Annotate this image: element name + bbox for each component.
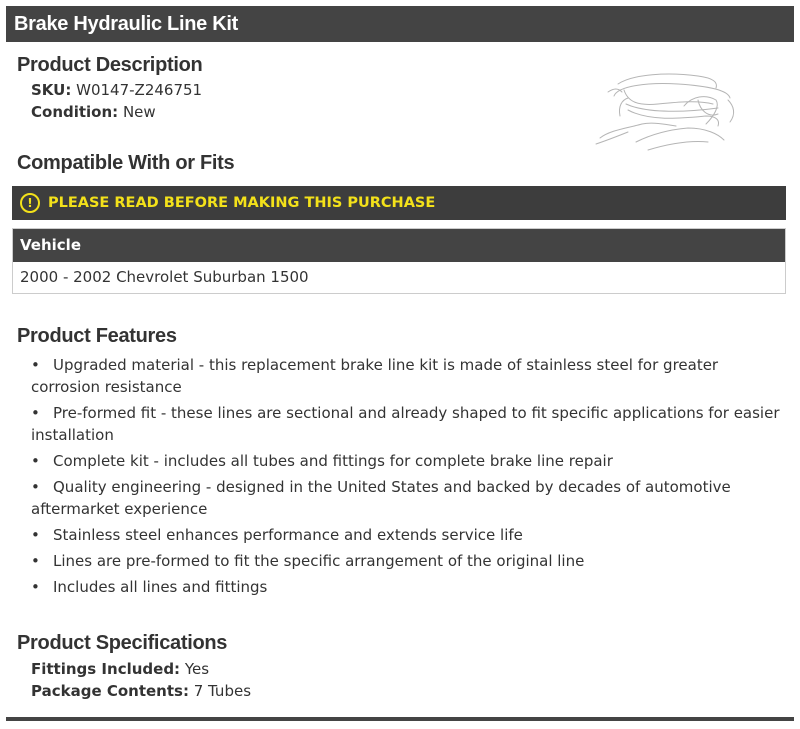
bottom-divider [6,717,794,721]
feature-item: • Lines are pre-formed to fit the specific arrangement of the original line [17,550,787,572]
purchase-notice [12,186,786,220]
fittings-value: Yes [184,660,210,678]
feature-item: • Includes all lines and fittings [17,576,787,598]
fittings-line [31,660,209,678]
vehicle-row: 2000 - 2002 Chevrolet Suburban 1500 [20,268,309,286]
sku-value: W0147-Z246751 [76,81,203,99]
warning-icon: ! [20,193,40,213]
compatibility-heading: Compatible With or Fits [17,152,235,174]
feature-item: • Quality engineering - designed in the United States and backed by decades of automotive aftermarket experience [17,476,787,520]
vehicle-table-header: Vehicle [13,229,785,262]
condition-line [31,103,156,121]
product-features-heading: Product Features [17,325,177,347]
vehicle-table [12,228,786,294]
condition-label: Condition: [31,103,119,121]
sku-line [31,81,202,99]
brake-line-kit-image [588,66,748,162]
feature-item: • Pre-formed fit - these lines are sectional and already shaped to fit specific applications for easier installation [17,402,787,446]
feature-item: • Upgraded material - this replacement brake line kit is made of stainless steel for greater corrosion resistance [17,354,787,398]
page-title: Brake Hydraulic Line Kit [6,6,794,42]
fittings-label: Fittings Included: [31,660,181,678]
contents-label: Package Contents: [31,682,189,700]
feature-item: • Complete kit - includes all tubes and fittings for complete brake line repair [17,450,787,472]
contents-value: 7 Tubes [193,682,252,700]
product-specifications-heading: Product Specifications [17,632,228,654]
features-list [17,354,787,602]
contents-line [31,682,251,700]
sku-label: SKU: [31,81,72,99]
notice-text: PLEASE READ BEFORE MAKING THIS PURCHASE [48,195,436,211]
condition-value: New [122,103,156,121]
feature-item: • Stainless steel enhances performance and extends service life [17,524,787,546]
product-description-heading: Product Description [17,54,203,76]
